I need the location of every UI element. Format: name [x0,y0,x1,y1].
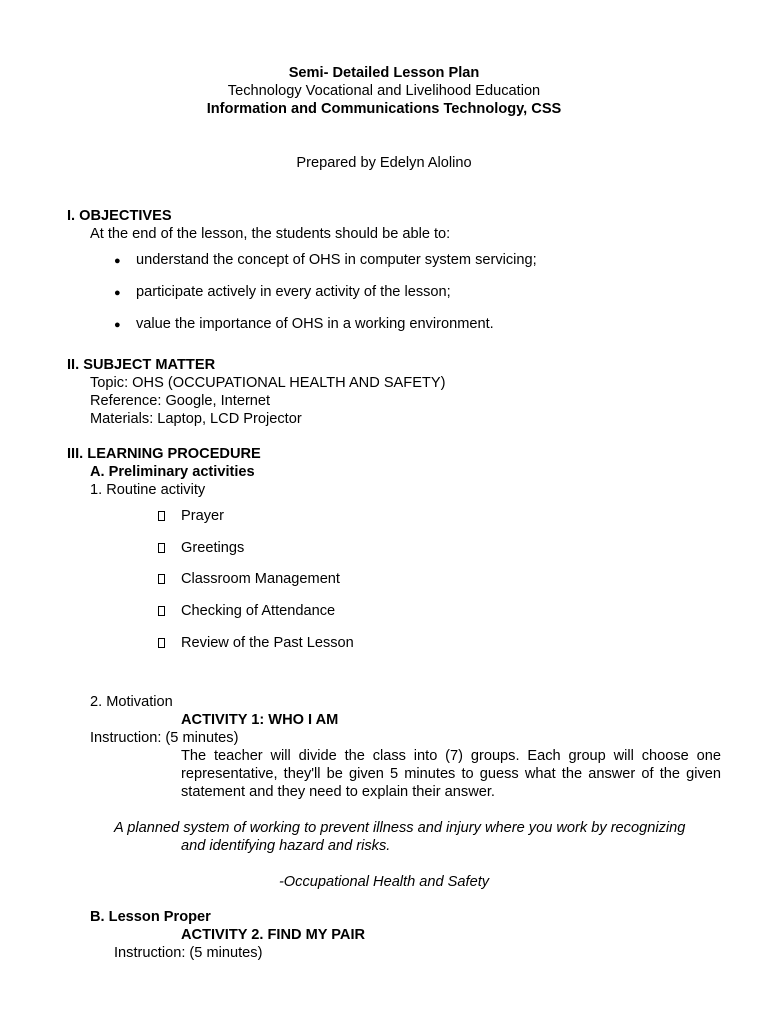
checkbox-icon [158,511,165,521]
activity2-title: ACTIVITY 2. FIND MY PAIR [181,927,366,943]
routine-heading: 1. Routine activity [90,482,206,498]
prepared-by: Prepared by Edelyn Alolino [296,155,472,171]
statement-line: A planned system of working to prevent illness and injury where you work by recognizing [114,820,686,836]
subject-matter-heading: II. SUBJECT MATTER [67,357,216,373]
reference-line: Reference: Google, Internet [90,393,271,409]
topic-line: Topic: OHS (OCCUPATIONAL HEALTH AND SAFETY) [90,375,446,391]
bullet-icon: ● [114,287,121,299]
activity1-title: ACTIVITY 1: WHO I AM [181,712,339,728]
document-subtitle: Technology Vocational and Livelihood Education [227,83,541,99]
activity1-instruction-label: Instruction: (5 minutes) [90,730,239,746]
document-title: Semi- Detailed Lesson Plan [288,65,480,81]
activity2-instruction-label: Instruction: (5 minutes) [114,945,263,961]
checkbox-icon [158,606,165,616]
activity1-instruction-text: The teacher will divide the class into (7) groups. Each group will choose one representative, they'll be given 5 minutes to guess what the answer of the given statement and they need to explain their answer. [181,748,721,800]
objective-item: understand the concept of OHS in computer system servicing; [136,252,537,268]
routine-item: Review of the Past Lesson [181,635,354,651]
checkbox-icon [158,543,165,553]
procedure-heading: III. LEARNING PROCEDURE [67,446,261,462]
materials-line: Materials: Laptop, LCD Projector [90,411,302,427]
objective-item: participate actively in every activity of the lesson; [136,284,451,300]
motivation-heading: 2. Motivation [90,694,173,710]
statement-answer: -Occupational Health and Safety [278,874,490,890]
course-title: Information and Communications Technology, CSS [206,101,562,117]
statement-line: and identifying hazard and risks. [181,838,391,854]
routine-item: Checking of Attendance [181,603,336,619]
objective-item: value the importance of OHS in a working environment. [136,316,494,332]
checkbox-icon [158,574,165,584]
objectives-intro: At the end of the lesson, the students should be able to: [90,226,451,242]
lesson-proper-heading: B. Lesson Proper [90,909,211,925]
objectives-heading: I. OBJECTIVES [67,208,172,224]
bullet-icon: ● [114,319,121,331]
routine-item: Classroom Management [181,571,340,587]
bullet-icon: ● [114,255,121,267]
preliminary-heading: A. Preliminary activities [90,464,255,480]
routine-item: Greetings [181,540,245,556]
routine-item: Prayer [181,508,224,524]
checkbox-icon [158,638,165,648]
